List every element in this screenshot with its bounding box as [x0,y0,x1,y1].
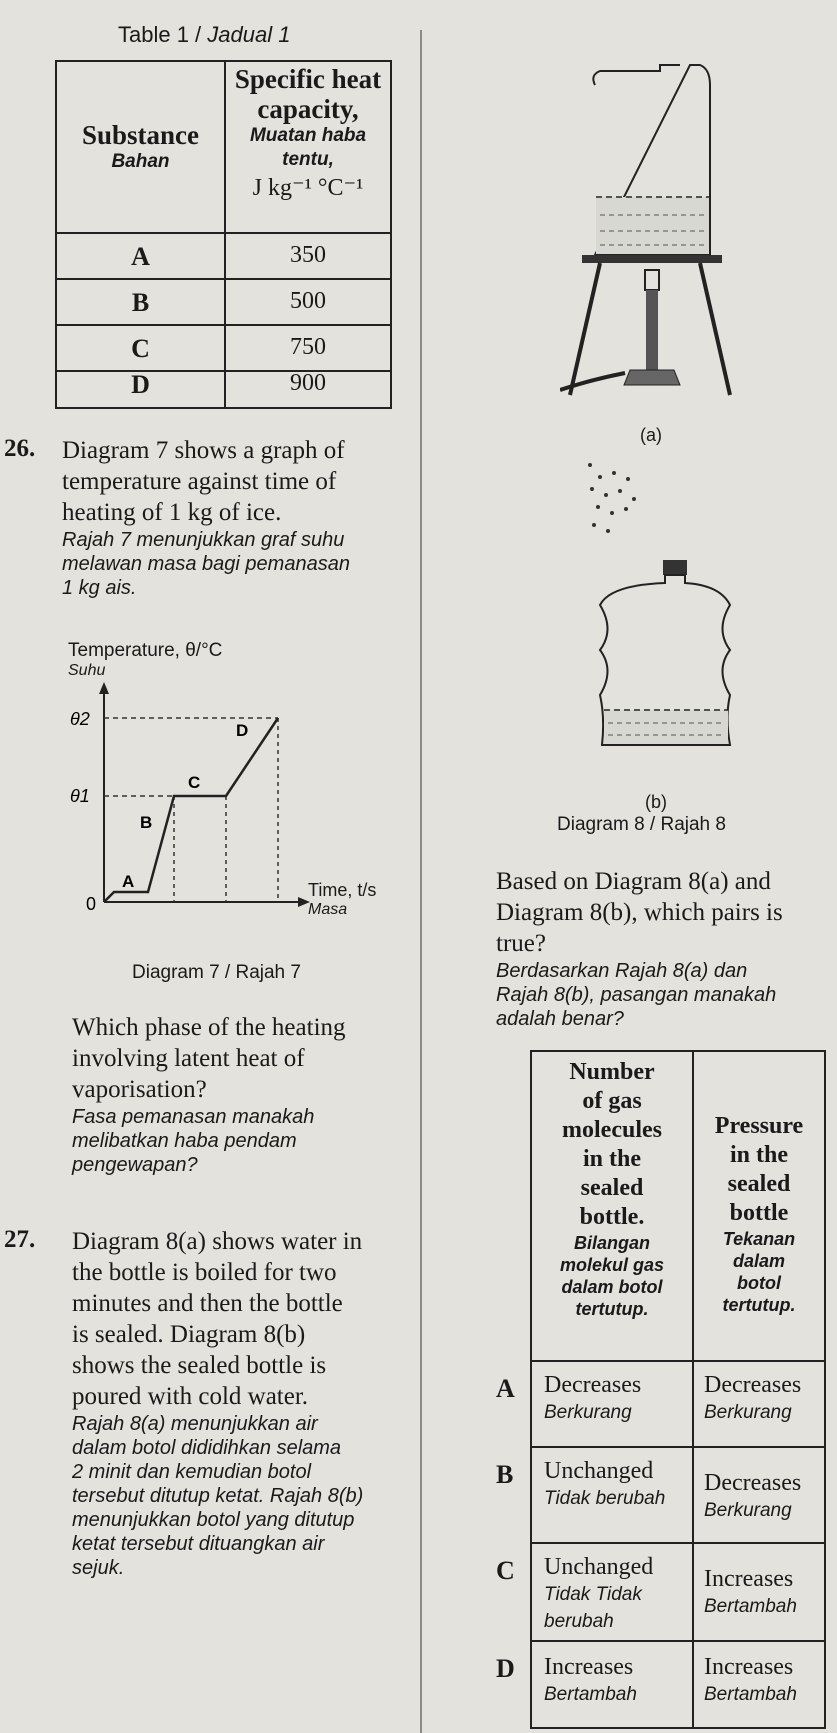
origin-label: 0 [86,894,97,910]
theta2-label: θ2 [70,709,90,729]
bunsen-burner-base [624,370,680,385]
t8-header-line: sealed [580,1175,644,1201]
bunsen-burner-tube [646,290,658,370]
t8-header-line: of gas [582,1088,642,1114]
temperature-time-graph [60,680,380,910]
q26-question-line: involving latent heat of [72,1045,305,1072]
answer-option-b[interactable] [496,1448,824,1544]
q27-question-line: Based on Diagram 8(a) and [496,868,771,895]
answer-option-c[interactable] [496,1544,824,1642]
t8-header-line: molecules [562,1117,662,1143]
t8-header-line: Pressure [714,1113,804,1139]
question-27-number: 27. [4,1226,36,1253]
diagram-8b-sealed-bottle [570,455,750,785]
table1-shc-header-2: capacity, [257,94,359,124]
q26-question-line: vaporisation? [72,1076,207,1103]
substance-cell: D [131,370,150,399]
table1-header [57,62,390,234]
substance-cell: A [131,242,150,271]
t8-header-line: bottle. [579,1204,645,1230]
t8-header-line: sealed [727,1171,791,1197]
molecules-value-ms: Tidak berubah [544,1488,666,1509]
q27-line: shows the sealed bottle is [72,1352,327,1379]
flame [645,270,659,290]
q26-line: temperature against time of [62,468,337,495]
question-27-stem [72,1226,417,1580]
option-letter: A [496,1374,515,1403]
q27-question-line: true? [496,930,546,957]
q27-line-ms: ketat tersebut dituangkan air [72,1533,325,1555]
t8-header-line: in the [582,1146,641,1172]
t8-header-line: bottle [729,1200,789,1226]
pressure-value-ms: Bertambah [704,1596,797,1617]
q26-question-line: Which phase of the heating [72,1014,346,1041]
pressure-value: Decreases [704,1470,802,1496]
shc-value-cell: 350 [290,242,326,268]
pressure-value: Increases [704,1654,794,1680]
y-axis-label-ms: Suhu [68,662,106,679]
pressure-value-ms: Berkurang [704,1500,792,1521]
q26-line-ms: Rajah 7 menunjukkan graf suhu [62,529,345,551]
pressure-value-ms: Bertambah [704,1684,797,1705]
substance-cell: B [131,288,150,317]
pressure-value: Decreases [704,1372,802,1398]
question-26-stem [62,435,412,600]
y-axis-arrow [99,682,109,694]
molecules-value: Unchanged [544,1458,654,1484]
diagram-8b-label: (b) [645,792,667,812]
graph-y-label [68,640,222,680]
t8-header-line: in the [729,1142,788,1168]
molecules-value: Unchanged [544,1554,654,1580]
table1-shc-unit: J kg⁻¹ °C⁻¹ [252,175,364,201]
t8-header-line-ms: tertutup. [575,1299,649,1319]
q27-answer-table [496,1050,826,1729]
q26-line-ms: melawan masa bagi pemanasan [62,553,350,575]
bottle-cap [663,560,687,575]
q26-question-line-ms: melibatkan haba pendam [72,1130,297,1152]
segment-c-label: C [188,773,201,792]
t8-header-line-ms: tertutup. [722,1295,796,1315]
substance-cell: C [131,334,150,363]
q26-line-ms: 1 kg ais. [62,577,137,599]
t8-header-line-ms: Bilangan [573,1233,650,1253]
y-axis-label: Temperature, θ/°C [68,640,223,661]
q27-question-line-ms: Rajah 8(b), pasangan manakah [496,984,777,1006]
table1-shc-header-1: Specific heat [234,64,382,94]
q26-line: heating of 1 kg of ice. [62,499,282,526]
t8-header-line-ms: botol [737,1273,781,1293]
t8-header-line: Number [569,1059,655,1085]
table1-shc-header-ms-1: Muatan haba [249,125,367,146]
question-26-prompt [72,1012,412,1177]
q27-line: minutes and then the bottle [72,1290,343,1317]
q26-line: Diagram 7 shows a graph of [62,437,345,464]
molecules-value: Decreases [544,1372,642,1398]
q27-line: Diagram 8(a) shows water in [72,1228,363,1255]
q27-line-ms: tersebut ditutup ketat. Rajah 8(b) [72,1485,364,1507]
specific-heat-table [55,60,392,409]
table-row [57,362,390,406]
diagram-8a-label: (a) [640,425,662,445]
q27-line-ms: sejuk. [72,1557,125,1579]
table1-substance-header-ms: Bahan [111,151,170,172]
diagram-8a-boiling-bottle [560,55,760,415]
q27-question-line-ms: Berdasarkan Rajah 8(a) dan [496,960,748,982]
q27-line: poured with cold water. [72,1383,309,1410]
table1-title [118,22,290,48]
q27-line-ms: Rajah 8(a) menunjukkan air [72,1413,318,1435]
pressure-value-ms: Berkurang [704,1402,792,1423]
molecules-value: Increases [544,1654,634,1680]
q27-line-ms: 2 minit dan kemudian botol [72,1461,312,1483]
option-letter: B [496,1460,514,1489]
table1-title-en: Table 1 / [118,22,208,47]
diagram-7-caption: Diagram 7 / Rajah 7 [132,962,301,983]
molecules-value-ms: Bertambah [544,1684,637,1705]
table-row [57,280,390,326]
tripod-leg-left [570,263,600,395]
sealed-bottle-water [604,710,728,744]
theta1-label: θ1 [70,786,90,806]
answer-option-a[interactable] [496,1362,824,1448]
table1-shc-header-ms-2: tentu, [282,149,334,170]
question-27-prompt [496,866,831,1031]
t8-header-line-ms: dalam botol [561,1277,663,1297]
option-letter: D [496,1654,515,1683]
q26-question-line-ms: pengewapan? [72,1154,198,1176]
shc-value-cell: 750 [290,334,326,360]
table1-title-ms: Jadual 1 [207,22,291,47]
x-axis-label: Time, t/s [308,880,377,900]
table1-substance-header: Substance [81,120,200,150]
graph-x-label [308,880,376,919]
table-row [57,234,390,280]
x-axis-label-ms: Masa [308,901,348,918]
q27-line: is sealed. Diagram 8(b) [72,1321,306,1348]
option-letter: C [496,1556,515,1585]
diagram-8-caption: Diagram 8 / Rajah 8 [557,814,726,835]
t8-header [532,1052,824,1362]
q27-line-ms: menunjukkan botol yang ditutup [72,1509,355,1531]
segment-d-label: D [236,721,249,740]
segment-a-label: A [122,872,135,891]
q26-question-line-ms: Fasa pemanasan manakah [72,1106,315,1128]
cold-water-drops [588,463,636,533]
molecules-value-ms: Tidak Tidak berubah [544,1584,642,1632]
molecules-value-ms: Berkurang [544,1402,632,1423]
t8-header-line-ms: Tekanan [722,1229,796,1249]
answer-option-d[interactable] [496,1642,824,1726]
shc-value-cell: 500 [290,288,326,314]
column-divider [420,30,422,1733]
gas-hose [560,373,625,390]
t8-header-line-ms: dalam [732,1251,786,1271]
wire-gauze [582,255,722,263]
question-26-number: 26. [4,435,36,462]
q27-question-line: Diagram 8(b), which pairs is [496,899,783,926]
q27-question-line-ms: adalah benar? [496,1008,624,1030]
shc-value-cell: 900 [290,370,326,396]
q27-line-ms: dalam botol dididihkan selama [72,1437,342,1459]
segment-b-label: B [140,813,153,832]
t8-header-line-ms: molekul gas [559,1255,665,1275]
tripod-leg-right [700,263,730,395]
pressure-value: Increases [704,1566,794,1592]
q27-line: the bottle is boiled for two [72,1259,337,1286]
